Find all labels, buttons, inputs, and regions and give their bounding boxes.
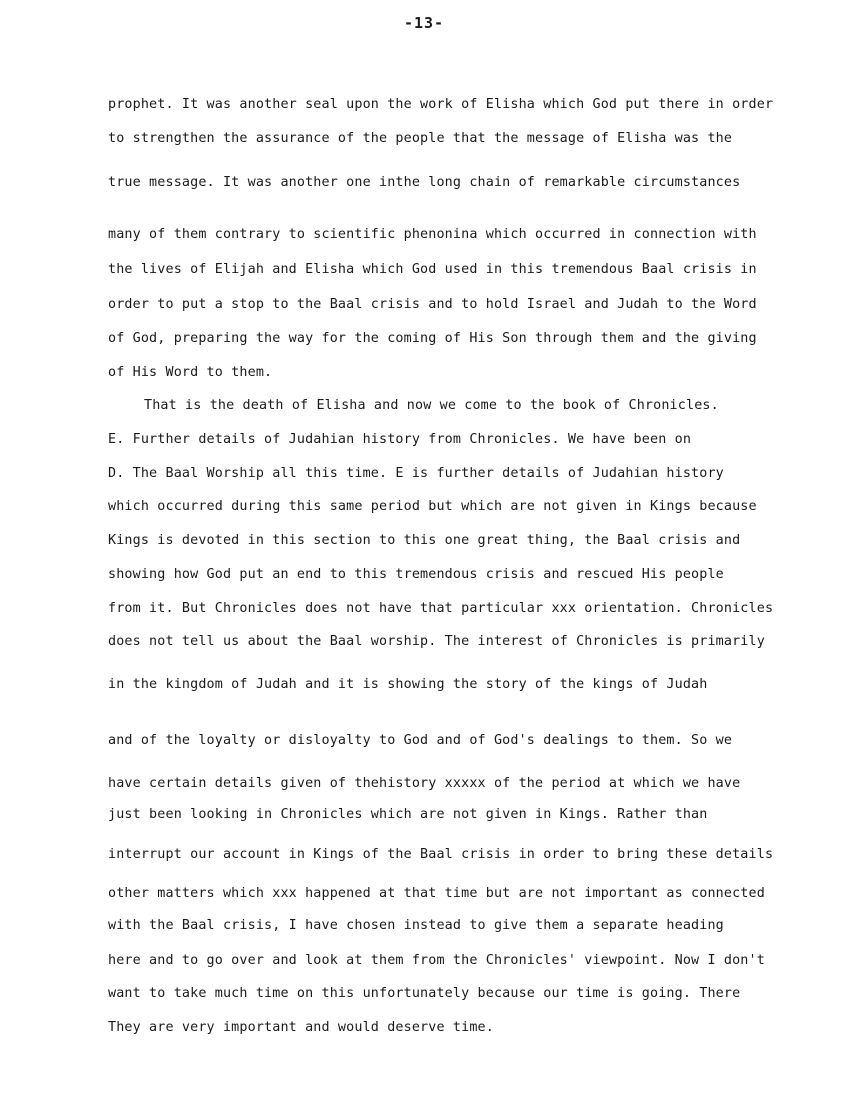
text-line: to strengthen the assurance of the people that the message of Elisha was the (108, 131, 733, 146)
text-line: E. Further details of Judahian history from Chronicles. We have been on (108, 432, 692, 447)
text-line: order to put a stop to the Baal crisis and to hold Israel and Judah to the Word (108, 297, 757, 312)
text-line: have certain details given of thehistory xxxxx of the period at which we have (108, 776, 741, 791)
text-line: of His Word to them. (108, 365, 273, 380)
text-line: want to take much time on this unfortunately because our time is going. There (108, 986, 741, 1001)
text-line: does not tell us about the Baal worship. The interest of Chronicles is primarily (108, 634, 765, 649)
text-line: many of them contrary to scientific phenonina which occurred in connection with (108, 227, 757, 242)
text-line: interrupt our account in Kings of the Baal crisis in order to bring these details (108, 847, 774, 862)
text-line: Kings is devoted in this section to this one great thing, the Baal crisis and (108, 533, 741, 548)
text-line: and of the loyalty or disloyalty to God and of God's dealings to them. So we (108, 733, 733, 748)
text-line: That is the death of Elisha and now we come to the book of Chronicles. (144, 398, 719, 413)
text-line: here and to go over and look at them from the Chronicles' viewpoint. Now I don't (108, 953, 765, 968)
page-number: -13- (403, 14, 445, 32)
text-line: from it. But Chronicles does not have that particular xxx orientation. Chronicles (108, 601, 774, 616)
text-line: of God, preparing the way for the coming of His Son through them and the giving (108, 331, 757, 346)
text-line: with the Baal crisis, I have chosen instead to give them a separate heading (108, 918, 724, 933)
text-line: the lives of Elijah and Elisha which God used in this tremendous Baal crisis in (108, 262, 757, 277)
text-line: which occurred during this same period but which are not given in Kings because (108, 499, 757, 514)
text-line: other matters which xxx happened at that time but are not important as connected (108, 886, 765, 901)
text-line: true message. It was another one inthe long chain of remarkable circumstances (108, 175, 741, 190)
text-line: in the kingdom of Judah and it is showing the story of the kings of Judah (108, 677, 708, 692)
text-line: just been looking in Chronicles which are not given in Kings. Rather than (108, 807, 708, 822)
text-line: They are very important and would deserve time. (108, 1020, 494, 1035)
text-line: D. The Baal Worship all this time. E is further details of Judahian history (108, 466, 724, 481)
text-line: prophet. It was another seal upon the work of Elisha which God put there in order (108, 97, 774, 112)
text-line: showing how God put an end to this tremendous crisis and rescued His people (108, 567, 724, 582)
